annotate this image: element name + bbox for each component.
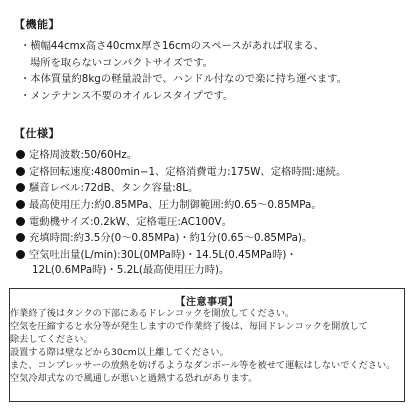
specs-list — [16, 148, 412, 279]
caution-line: 除去してください。 — [10, 333, 93, 345]
bullet-icon — [16, 200, 25, 209]
features-list — [20, 39, 410, 105]
specs-heading: 【仕様】 — [14, 127, 60, 140]
caution-line: 空気を圧縮すると水分等が発生しますので作業終了後は、毎回ドレンコックを開放して — [10, 320, 368, 332]
bullet-icon — [16, 233, 25, 242]
caution-line: 空気冷却式なので風通しが悪いと過熱する恐れがあります。 — [10, 372, 258, 384]
bullet-icon — [16, 250, 25, 259]
feature-item: ・メンテナンス不要のオイルレスタイプです。 — [20, 89, 234, 102]
features-heading: 【機能】 — [14, 18, 60, 31]
spec-item: 電動機サイズ:0.2kW、定格電圧:AC100V。 — [16, 215, 412, 230]
bullet-icon — [16, 150, 25, 159]
bullet-icon — [16, 183, 25, 192]
spec-item: 充填時間:約3.5分(0〜0.85MPa)・約1分(0.65〜0.85MPa)。 — [16, 231, 412, 246]
feature-item: ・横幅44cmx高さ40cmx厚さ16cmのスペースがあれば収まる、 — [20, 40, 324, 52]
caution-box — [9, 288, 405, 402]
spec-item: 定格周波数:50/60Hz。 — [16, 148, 412, 163]
bullet-icon — [16, 217, 25, 226]
feature-item: 場所を取らないコンパクトサイズです。 — [30, 56, 213, 69]
spec-item: 最高使用圧力:約0.85MPa、圧力制御範囲:約0.65〜0.85MPa。 — [16, 198, 412, 213]
caution-line: 設置する際は壁などから30cm以上離してください。 — [10, 346, 229, 358]
caution-heading: 【注意事項】 — [175, 297, 239, 308]
spec-item: 定格回転速度:4800min−1、定格消費電力:175W、定格時間:連続。 — [16, 165, 412, 180]
caution-line: 作業終了後はタンクの下部にあるドレンコックを開放してください。 — [10, 308, 295, 319]
caution-text — [10, 308, 404, 385]
spec-item: 空気吐出量(L/min):30L(0MPa時)・14.5L(0.45MPa時)・ — [16, 248, 412, 263]
bullet-icon — [16, 167, 25, 176]
spec-item-continuation: 12L(0.6MPa時)・5.2L(最高使用圧力時)。 — [32, 263, 230, 276]
spec-item: 騒音レベル:72dB、タンク容量:8L。 — [16, 181, 412, 196]
caution-line: また、コンプレッサーの放熱を妨げるようなダンボール等を被せて運転はしないでください。 — [10, 359, 396, 371]
feature-item: ・本体質量約8kgの軽量設計で、ハンドル付なので楽に持ち運べます。 — [20, 73, 347, 86]
